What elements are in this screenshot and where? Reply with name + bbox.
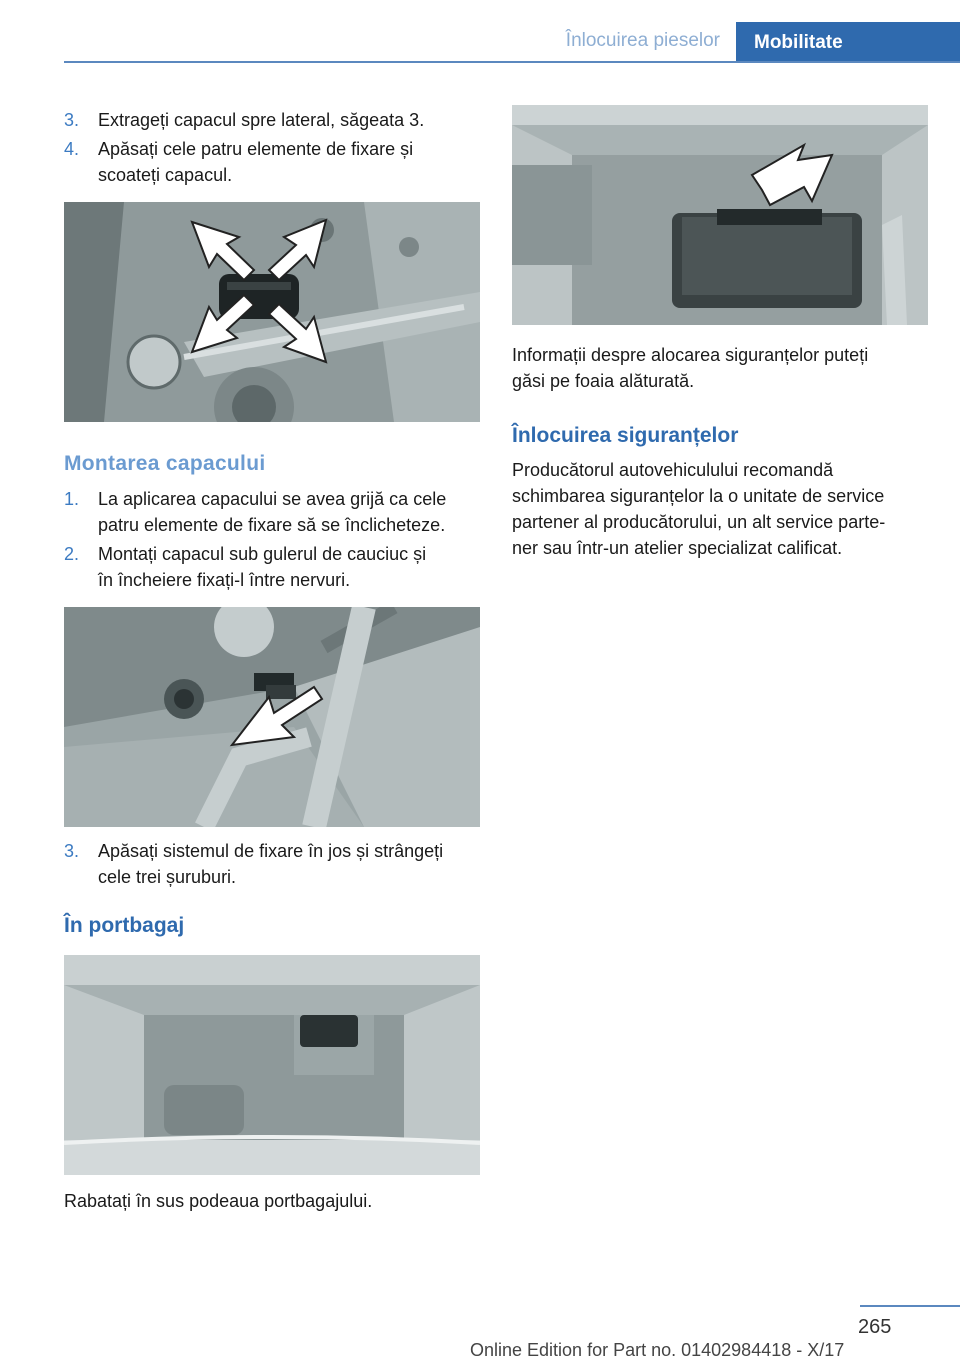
paragraph-line: ner sau într-un atelier specializat calificat. <box>512 538 843 558</box>
step-text: în încheiere fixați-l între nervuri. <box>98 570 351 590</box>
page-number: 265 <box>858 1316 892 1338</box>
section-heading-montare: Montarea capacului <box>64 452 266 475</box>
step-number: 3. <box>64 110 80 130</box>
paragraph-line: schimbarea siguranțelor la o unitate de service <box>512 486 885 506</box>
step-text: scoateți capacul. <box>98 165 233 185</box>
paragraph-line: Producătorul autovehiculului recomandă <box>512 460 834 480</box>
paragraph-recommendation <box>512 457 932 561</box>
footer-rule <box>860 1305 960 1307</box>
step-number: 4. <box>64 139 80 159</box>
section-heading-portbagaj: În portbagaj <box>64 914 185 937</box>
header-rule <box>64 61 960 63</box>
info-line: Informații despre alocarea siguranțelor puteți <box>512 345 869 365</box>
step-text: La aplicarea capacului se avea grijă ca cele <box>98 489 447 509</box>
section-heading-inlocuirea: Înlocuirea siguranțelor <box>512 424 739 447</box>
step-text: cele trei șuruburi. <box>98 867 237 887</box>
step-number: 2. <box>64 544 80 564</box>
step-text: Apăsați sistemul de fixare în jos și strângeți <box>98 841 444 861</box>
step-3-screws <box>64 838 484 890</box>
edition-footer: Online Edition for Part no. 01402984418 - X/17 <box>470 1340 845 1360</box>
step-number: 1. <box>64 489 80 509</box>
step-2-install <box>64 541 484 593</box>
step-3-remove <box>64 107 484 133</box>
step-text: Extrageți capacul spre lateral, săgeata 3. <box>98 110 425 130</box>
step-number: 3. <box>64 841 80 861</box>
info-fuse-allocation <box>512 342 932 394</box>
paragraph-line: partener al producătorului, un alt service parte‐ <box>512 512 886 532</box>
caption-trunk-floor: Rabatați în sus podeaua portbagajului. <box>64 1191 373 1211</box>
step-text: Montați capacul sub gulerul de cauciuc și <box>98 544 427 564</box>
step-1-install <box>64 486 484 538</box>
step-text: patru elemente de fixare să se înclicheteze. <box>98 515 446 535</box>
photo-cover-clips <box>64 202 480 422</box>
step-4-remove <box>64 136 484 188</box>
running-header-tab: Mobilitate <box>736 22 960 62</box>
running-header-section: Înlocuirea pieselor <box>565 30 720 51</box>
photo-fuse-box <box>512 105 928 325</box>
photo-fixing-clip <box>64 607 480 827</box>
photo-trunk <box>64 955 480 1175</box>
step-text: Apăsați cele patru elemente de fixare și <box>98 139 414 159</box>
info-line: găsi pe foaia alăturată. <box>512 371 695 391</box>
